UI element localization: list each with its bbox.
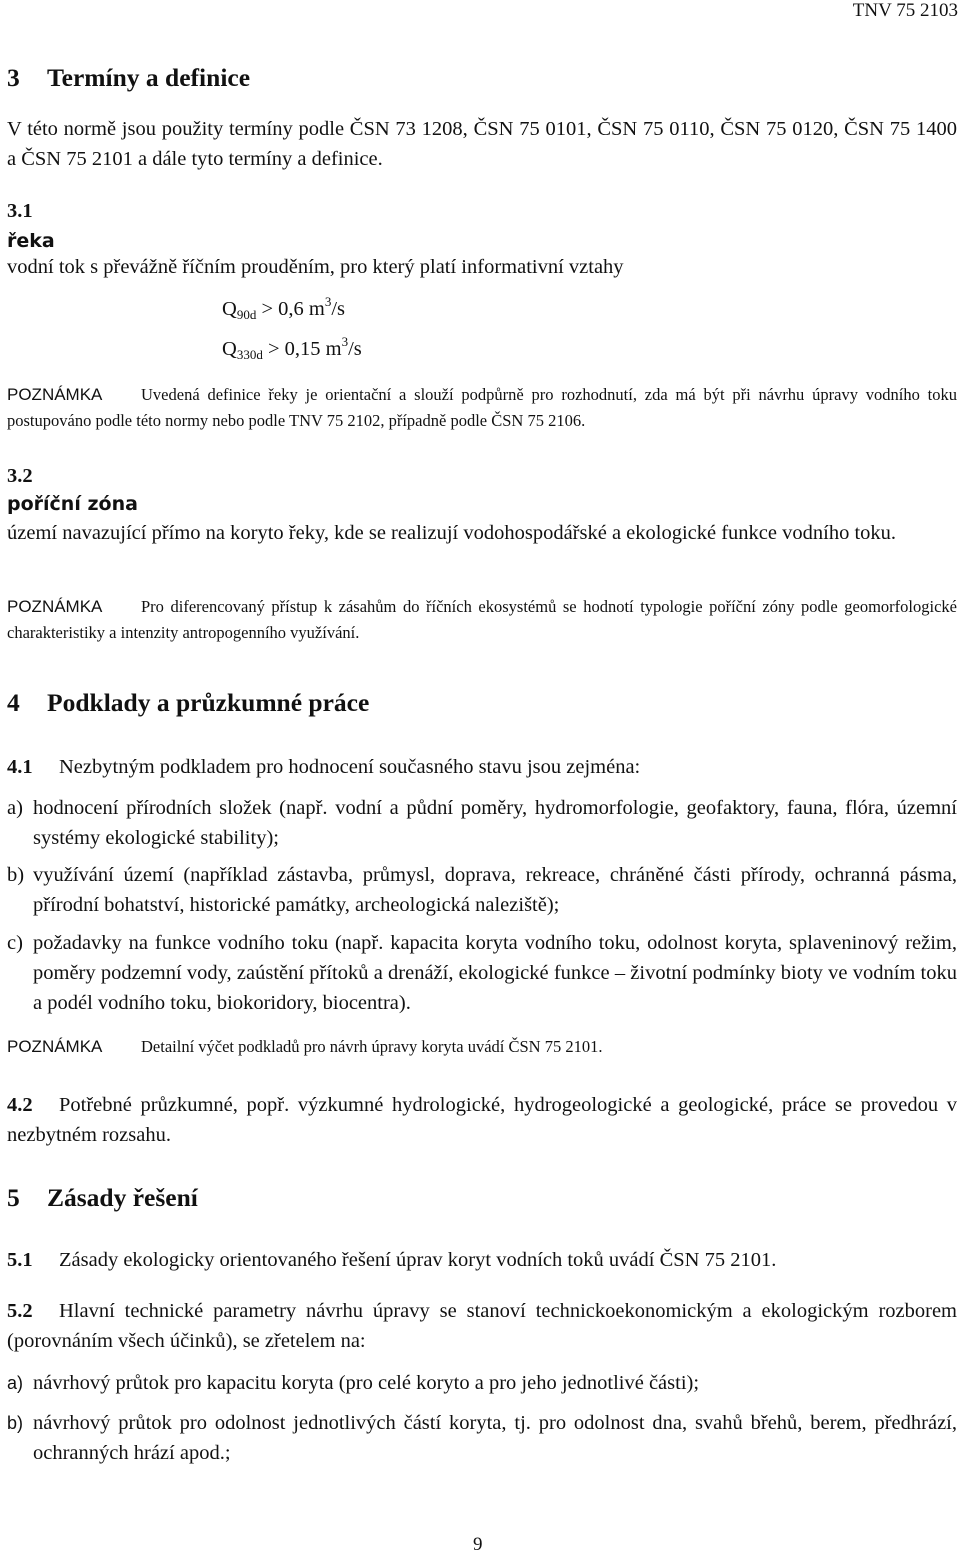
- definition-3-1-text: vodní tok s převážně říčním prouděním, pro který platí informativní vztahy: [7, 256, 624, 278]
- clause-4-2-number: 4.2: [7, 1094, 33, 1116]
- section-5-title: Zásady řešení: [47, 1183, 198, 1212]
- definition-3-1-note: [7, 382, 957, 434]
- note-text: Detailní výčet podkladů pro návrh úpravy koryta uvádí ČSN 75 2101.: [141, 1037, 603, 1056]
- note-text: Pro diferencovaný přístup k zásahům do říčních ekosystémů se hodnotí typologie poříční zóny podle geomorfologické charakteristiky a intenzity antropogenního využívání.: [7, 597, 957, 642]
- clause-5-2: [7, 1296, 957, 1356]
- section-4-heading: [7, 688, 369, 718]
- clause-4-1-number: 4.1: [7, 756, 33, 778]
- section-4-title: Podklady a průzkumné práce: [47, 688, 370, 717]
- note-label: POZNÁMKA: [7, 597, 103, 616]
- list-item-4-c: c) požadavky na funkce vodního toku (např. kapacita koryta vodního toku, odolnost koryta, splaveninový režim, poměry podzemní vody, zaústění přítoků a drenáží, ekologické funkce – životní podmínky bioty ve vodním toku a podél vodního toku, biokoridory, biocentra).: [7, 932, 957, 1014]
- section-5-number: 5: [7, 1183, 20, 1212]
- clause-5-1-number: 5.1: [7, 1249, 33, 1271]
- section-3-number: 3: [7, 63, 20, 92]
- clause-5-1: [7, 1245, 957, 1275]
- document-header: TNV 75 2103: [852, 0, 958, 21]
- section-5-heading: [7, 1183, 198, 1213]
- definition-3-1-number: 3.1: [7, 200, 33, 222]
- section-3-intro: V této normě jsou použity termíny podle ČSN 73 1208, ČSN 75 0101, ČSN 75 0110, ČSN 75 0120, ČSN 75 1400 a ČSN 75 2101 a dále tyto termíny a definice.: [7, 118, 957, 170]
- list-item-4-a: a) hodnocení přírodních složek (např. vodní a půdní poměry, hydromorfologie, geofaktory, fauna, flóra, územní systémy ekologické stability);: [7, 797, 957, 849]
- page-number: 9: [473, 1534, 483, 1555]
- list-item-5-b: b) návrhový průtok pro odolnost jednotlivých částí koryta, tj. pro odolnost dna, svahů břehů, berem, předhrází, ochranných hrází apod.;: [7, 1412, 957, 1464]
- clause-5-1-text: Zásady ekologicky orientovaného řešení úprav koryt vodních toků uvádí ČSN 75 2101.: [59, 1249, 777, 1271]
- clause-4-1-text: Nezbytným podkladem pro hodnocení současného stavu jsou zejména:: [59, 756, 641, 778]
- formula-q330d: $Q_{330d} > 0,15$ $m^3/s$: [222, 334, 362, 362]
- section-4-number: 4: [7, 688, 20, 717]
- definition-3-2-term: poříční zóna: [7, 493, 138, 515]
- note-label: POZNÁMKA: [7, 385, 103, 404]
- note-text: Uvedená definice řeky je orientační a slouží podpůrně pro rozhodnutí, zda má být při návrhu úpravy vodního toku postupováno podle této normy nebo podle TNV 75 2102, případně podle ČSN 75 2106.: [7, 385, 957, 430]
- note-label: POZNÁMKA: [7, 1037, 103, 1056]
- definition-3-2-number: 3.2: [7, 465, 33, 487]
- definition-3-2-note: [7, 594, 957, 646]
- section-3-heading: [7, 63, 250, 93]
- section-4-note: [7, 1034, 957, 1060]
- definition-3-2-text: území navazující přímo na koryto řeky, kde se realizují vodohospodářské a ekologické funkce vodního toku.: [7, 522, 897, 544]
- list-item-5-a: a) návrhový průtok pro kapacitu koryta (pro celé koryto a pro jeho jednotlivé části);: [7, 1372, 700, 1394]
- formula-q90d: $Q_{90d} > 0,6$ $m^3/s$: [222, 294, 346, 322]
- clause-4-2-text: Potřebné průzkumné, popř. výzkumné hydrologické, hydrogeologické a geologické, práce se provedou v nezbytném rozsahu.: [7, 1094, 957, 1146]
- clause-5-2-text: Hlavní technické parametry návrhu úpravy se stanoví technickoekonomickým a ekologickým rozborem (porovnáním všech účinků), se zřetelem na:: [7, 1300, 957, 1352]
- definition-3-1-term: řeka: [7, 230, 55, 252]
- clause-4-1: [7, 752, 957, 782]
- list-item-4-b: b) využívání území (například zástavba, průmysl, doprava, rekreace, chráněné části přírody, ochranná pásma, přírodní bohatství, historické památky, archeologická naleziště);: [7, 864, 957, 916]
- section-3-title: Termíny a definice: [47, 63, 251, 92]
- clause-4-2: [7, 1090, 957, 1150]
- clause-5-2-number: 5.2: [7, 1300, 33, 1322]
